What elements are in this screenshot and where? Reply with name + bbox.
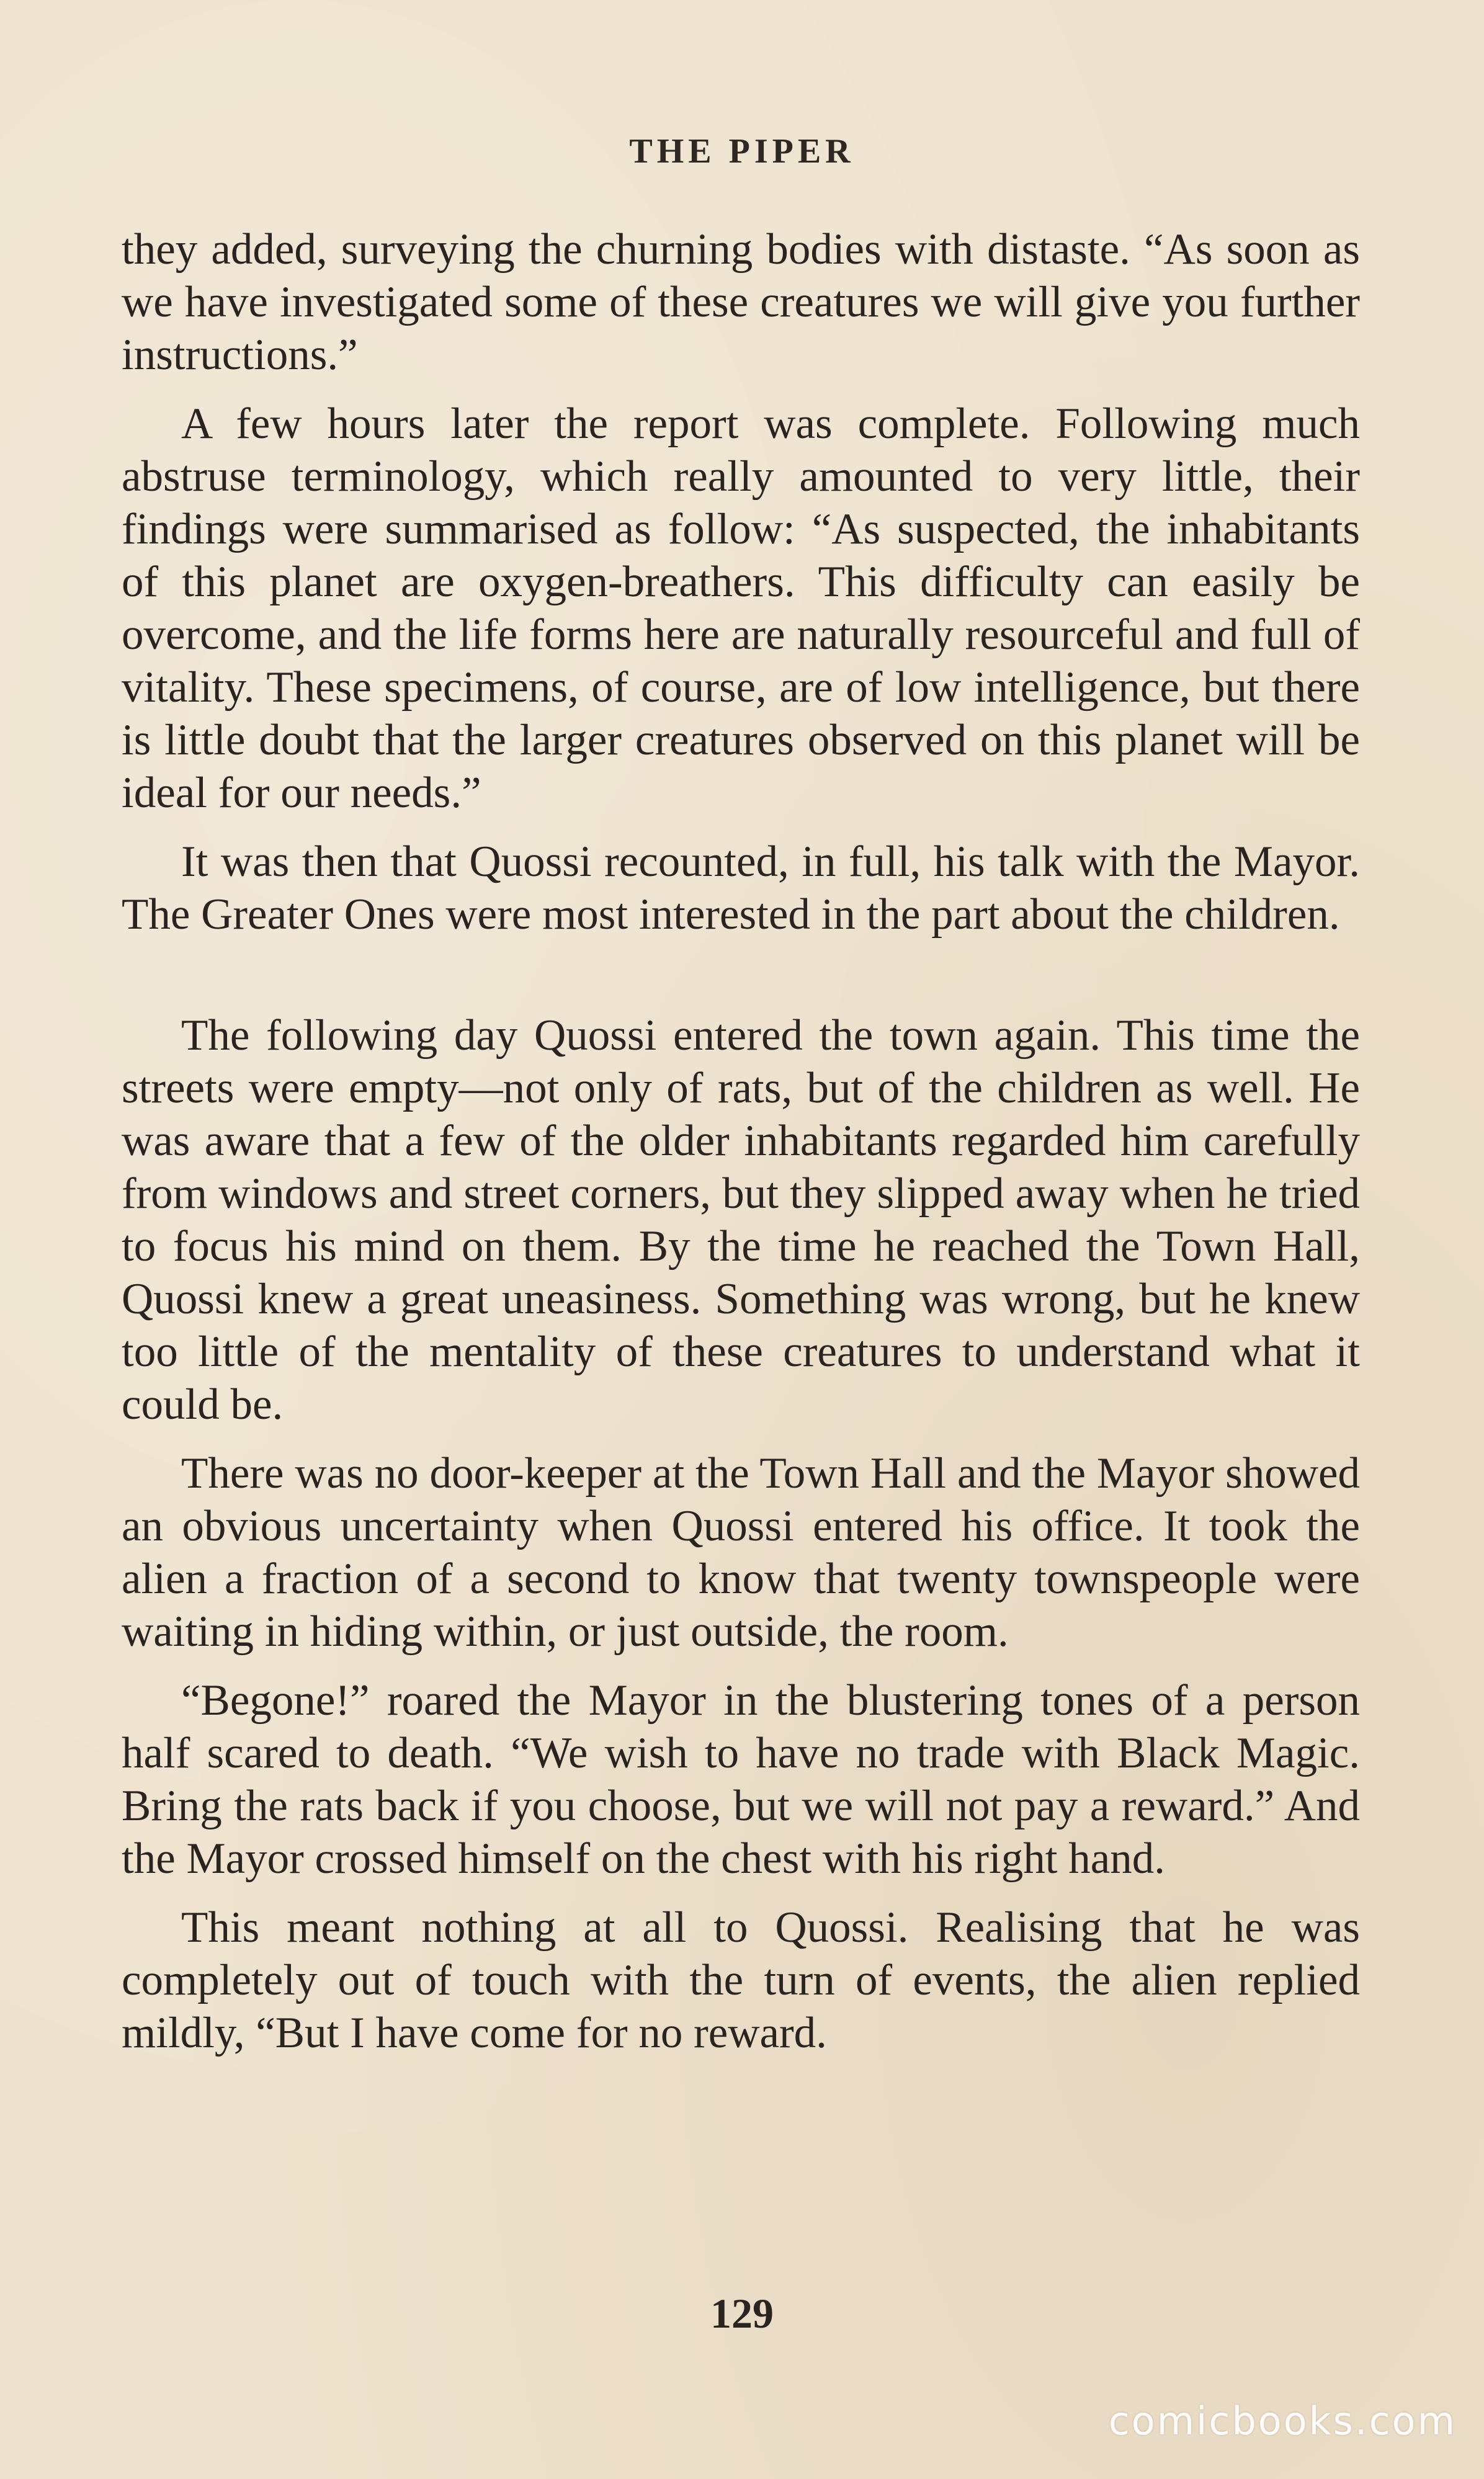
body-text	[122, 223, 1360, 2060]
paragraph: This meant nothing at all to Quossi. Realising that he was completely out of touch with the turn of events, the alien replied mildly, “But I have come for no reward.	[122, 1903, 1360, 2057]
paragraph: they added, surveying the churning bodies with distaste. “As soon as we have investigated some of these creatures we will give you further instructions.”	[122, 225, 1360, 379]
paragraph: The following day Quossi entered the town again. This time the streets were empty—not only of rats, but of the children as well. He was aware that a few of the older inhabitants regarded him carefully from windows and street corners, but they slipped away when he tried to focus his mind on them. By the time he reached the Town Hall, Quossi knew a great uneasiness. Something was wrong, but he knew too little of the mentality of these creatures to understand what it could be.	[122, 1011, 1360, 1429]
paragraph: It was then that Quossi recounted, in full, his talk with the Mayor. The Greater Ones were most interested in the part about the children.	[122, 838, 1360, 939]
running-head: THE PIPER	[629, 132, 855, 171]
watermark: comicbooks.com	[1108, 2398, 1457, 2444]
paragraph: A few hours later the report was complete. Following much abstruse terminology, which really amounted to very little, their findings were summarised as follow: “As suspected, the inhabitants of this planet are oxygen-breathers. This difficulty can easily be overcome, and the life forms here are naturally resourceful and full of vitality. These specimens, of course, are of low intelligence, but there is little doubt that the larger creatures observed on this planet will be ideal for our needs.”	[122, 400, 1360, 817]
paragraph: “Begone!” roared the Mayor in the blustering tones of a person half scared to death. “We wish to have no trade with Black Magic. Bring the rats back if you choose, but we will not pay a reward.” And the Mayor crossed himself on the chest with his right hand.	[122, 1676, 1360, 1883]
paragraph: There was no door-keeper at the Town Hall and the Mayor showed an obvious uncertainty when Quossi entered his office. It took the alien a fraction of a second to know that twenty townspeople were waiting in hiding within, or just outside, the room.	[122, 1449, 1360, 1656]
page-number: 129	[710, 2290, 774, 2337]
